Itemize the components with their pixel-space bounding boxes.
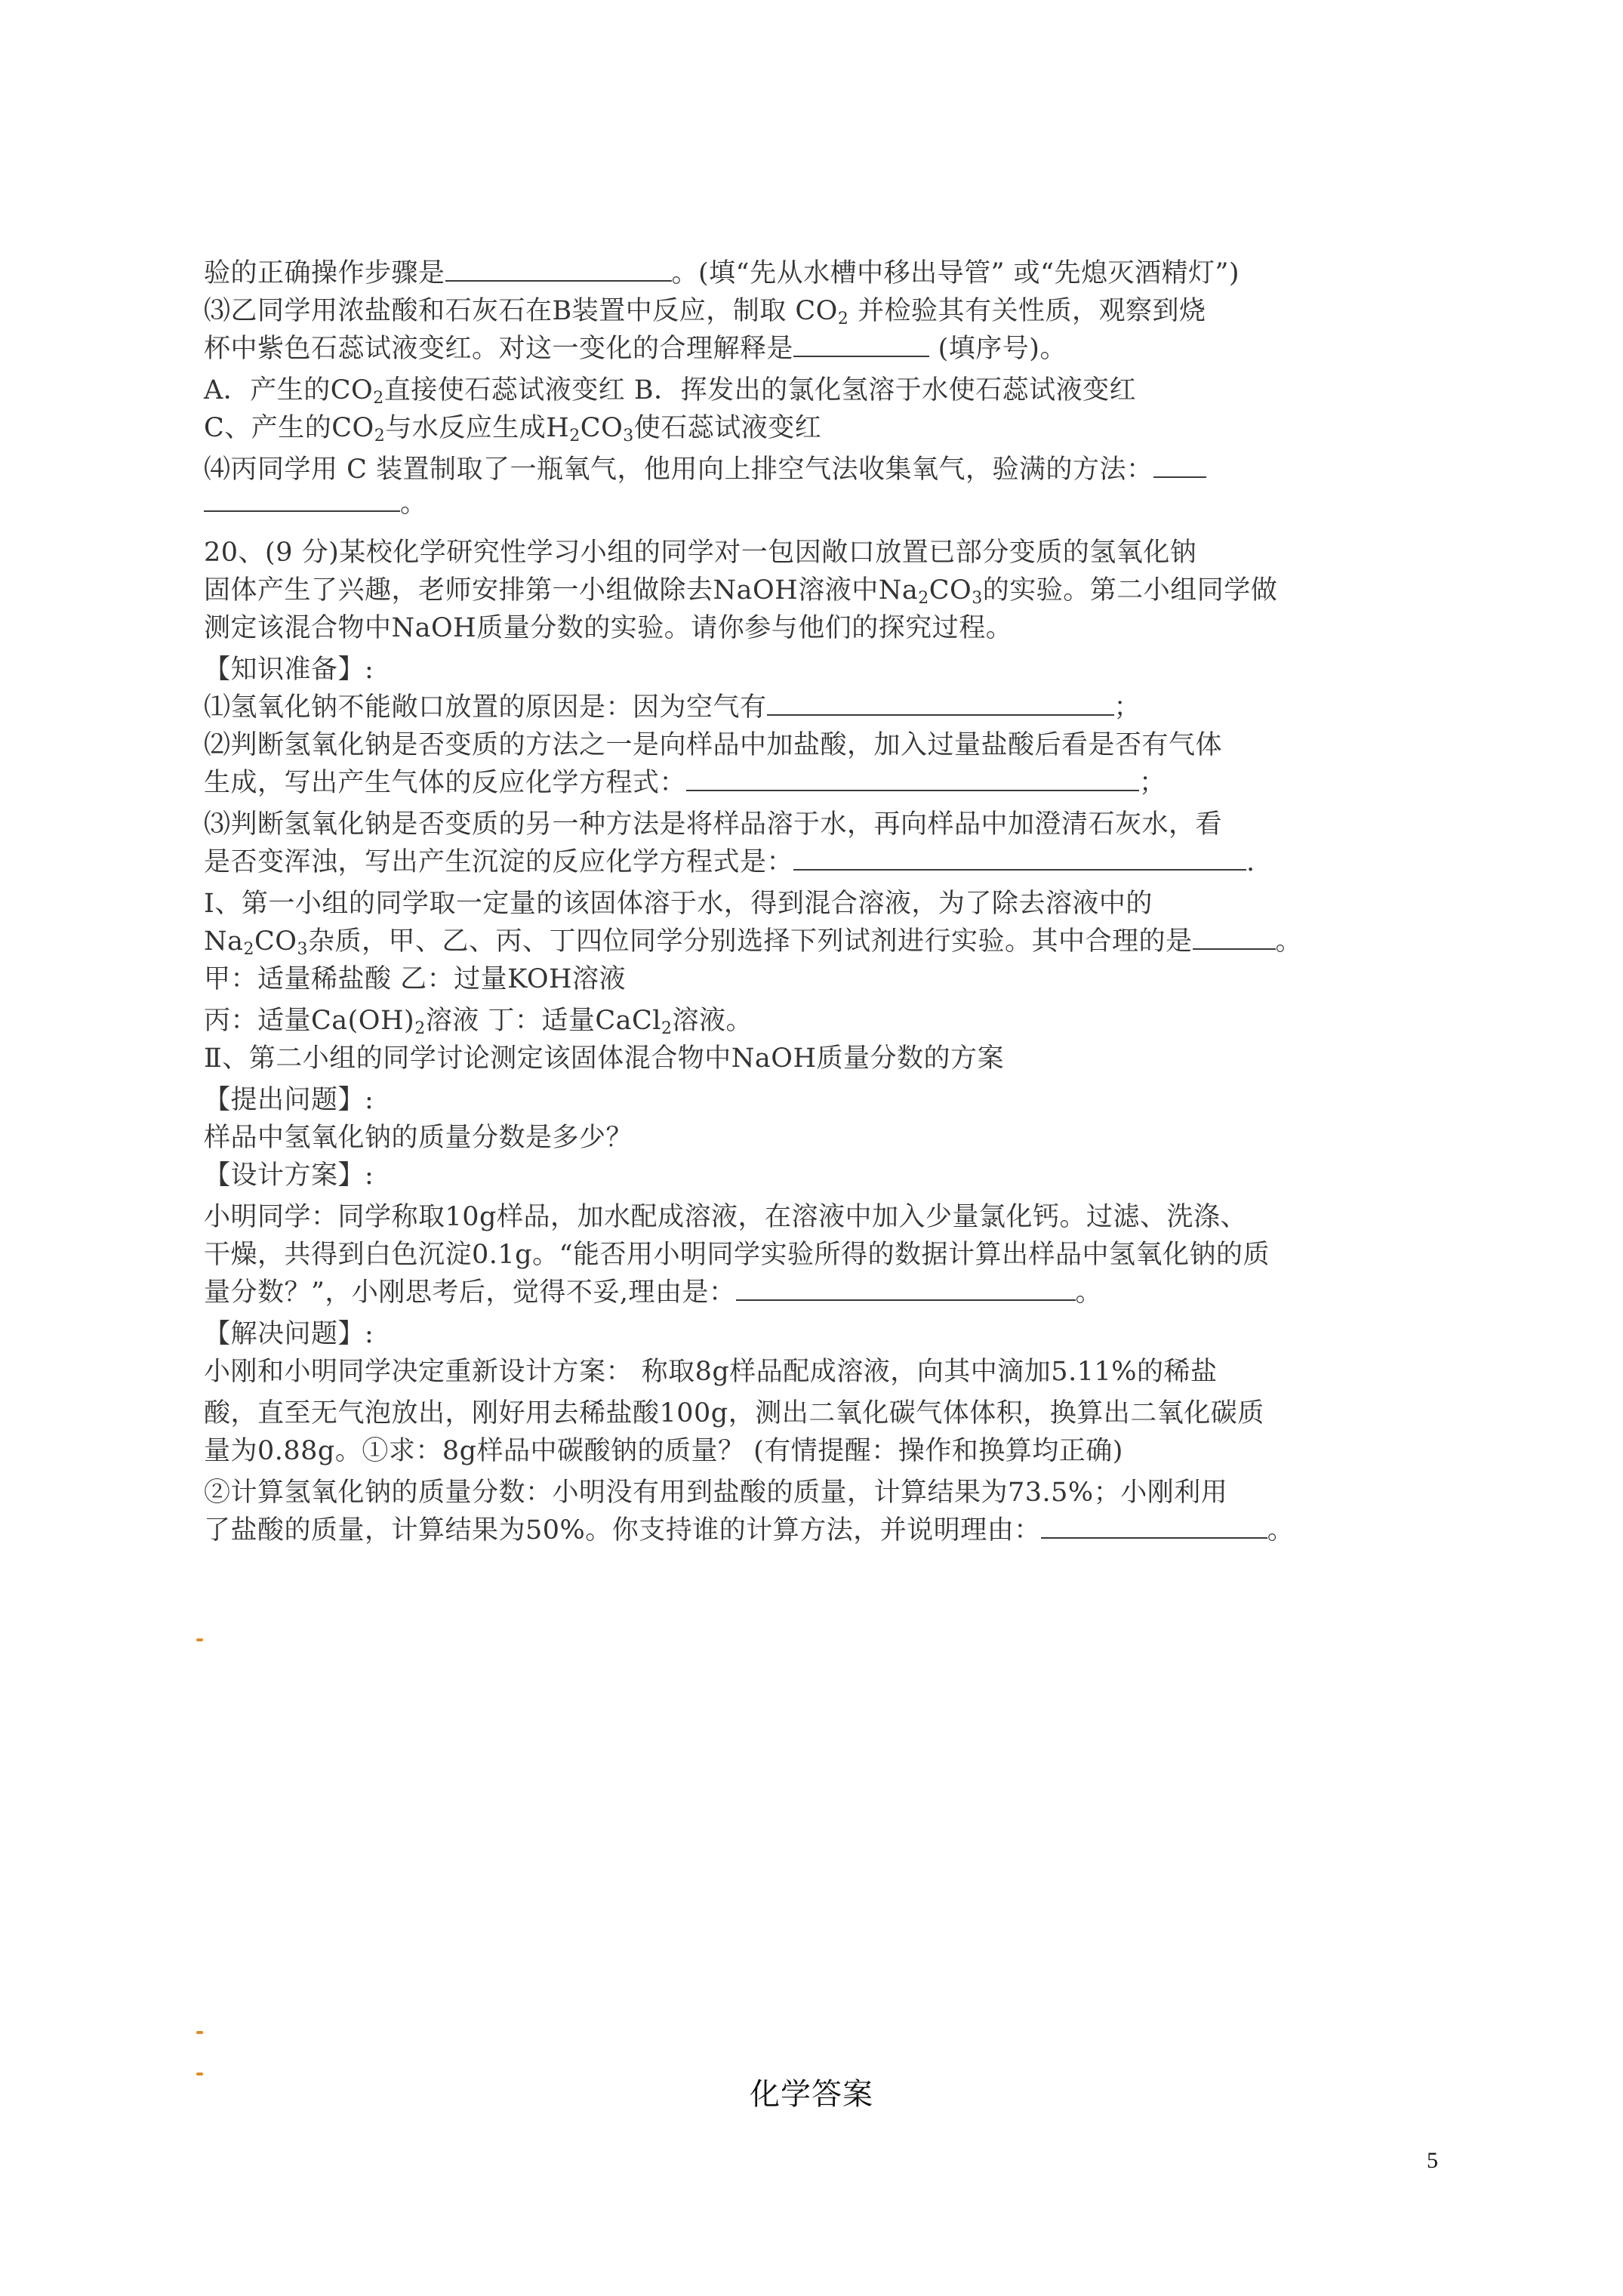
answer-blank[interactable] <box>445 257 672 282</box>
text-line <box>204 887 1153 920</box>
answer-blank[interactable] <box>793 846 1246 871</box>
text-line <box>204 1355 1218 1388</box>
answer-blank[interactable] <box>767 692 1114 716</box>
text-line <box>204 1004 753 1037</box>
line-text: CO <box>254 926 297 957</box>
text-line <box>204 1476 1227 1509</box>
text-line <box>204 332 1067 365</box>
text-line <box>204 653 374 686</box>
line-text: 酸，直至无气泡放出，刚好用去稀盐酸100g，测出二氧化碳气体体积，换算出二氧化碳质 <box>204 1398 1264 1428</box>
subscript: 3 <box>297 940 308 959</box>
line-text: 是否变浑浊，写出产生沉淀的反应化学方程式是： <box>204 847 794 877</box>
answer-blank[interactable] <box>1041 1515 1267 1539</box>
subscript: 3 <box>623 427 634 445</box>
text-line <box>204 963 626 996</box>
text-line <box>204 808 1222 841</box>
subscript: 2 <box>373 389 384 408</box>
text-line <box>204 925 1302 958</box>
text-line <box>204 1121 633 1154</box>
subscript: 3 <box>972 589 983 608</box>
line-text: 直接使石蕊试液变红 B．挥发出的氯化氢溶于水使石蕊试液变红 <box>383 375 1137 405</box>
answer-blank[interactable] <box>793 333 929 357</box>
text-line <box>204 766 1166 800</box>
answer-blank[interactable] <box>1153 454 1206 478</box>
line-text: 与水反应生成H <box>385 413 570 443</box>
text-line <box>204 1159 374 1192</box>
line-text: CO <box>929 575 972 606</box>
line-text: 量分数？”，小刚思考后，觉得不妥,理由是： <box>204 1277 736 1308</box>
line-text: 的实验。第二小组同学做 <box>982 575 1278 606</box>
line-text: 生成，写出产生气体的反应化学方程式： <box>204 768 687 798</box>
line-text: 。 <box>1267 1515 1295 1546</box>
page-number: 5 <box>1427 2148 1438 2173</box>
line-text: ⑷丙同学用 C 装置制取了一瓶氧气，他用向上排空气法收集氧气，验满的方法： <box>204 455 1153 485</box>
scan-speck <box>196 1638 203 1641</box>
line-text: ⑴氢氧化钠不能敞口放置的原因是：因为空气有 <box>204 692 767 723</box>
line-text: Ⅱ、第二小组的同学讨论测定该固体混合物中NaOH质量分数的方案 <box>204 1043 1004 1074</box>
subscript: 2 <box>918 589 929 608</box>
answer-blank[interactable] <box>1193 926 1276 950</box>
text-line <box>204 487 427 520</box>
line-text: 丙：适量Ca(OH) <box>204 1006 415 1036</box>
line-text: 样品中氢氧化钠的质量分数是多少？ <box>204 1123 633 1153</box>
line-text: 。 <box>1075 1277 1103 1308</box>
subscript: 2 <box>569 427 581 445</box>
text-line <box>204 1397 1264 1430</box>
text-line <box>204 691 1141 724</box>
line-text: ②计算氢氧化钠的质量分数：小明没有用到盐酸的质量，计算结果为73.5%；小刚利用 <box>204 1478 1228 1508</box>
text-line <box>204 1276 1102 1309</box>
line-text: 【解决问题】: <box>204 1319 374 1349</box>
line-text: ； <box>1113 692 1141 723</box>
line-text: C、产生的CO <box>204 413 374 443</box>
line-text: 。(填“先从水槽中移出导管” 或“先熄灭酒精灯”) <box>671 258 1240 288</box>
line-text: 20、(9 分)某校化学研究性学习小组的同学对一包因敞口放置已部分变质的氢氧化钠 <box>204 538 1197 568</box>
line-text: 量为0.88g。①求：8g样品中碳酸钠的质量？ (有情提醒：操作和换算均正确) <box>204 1436 1123 1466</box>
scan-speck <box>196 2031 203 2034</box>
line-text: 溶液。 <box>672 1006 753 1036</box>
text-line <box>204 1042 1004 1075</box>
answer-blank[interactable] <box>204 488 400 512</box>
subscript: 2 <box>243 940 254 959</box>
text-line <box>204 536 1196 569</box>
line-text: Ⅰ、第一小组的同学取一定量的该固体溶于水，得到混合溶液，为了除去溶液中的 <box>204 889 1153 919</box>
text-line <box>204 1318 374 1351</box>
text-line <box>204 729 1222 762</box>
text-line <box>204 1435 1123 1468</box>
text-line <box>204 411 821 445</box>
subscript: 2 <box>414 1019 426 1038</box>
line-text: (填序号)。 <box>929 334 1067 364</box>
text-line <box>204 846 1255 879</box>
line-text: ⑶乙同学用浓盐酸和石灰石在B装置中反应，制取 CO <box>204 296 838 326</box>
line-text: 了盐酸的质量，计算结果为50%。你支持谁的计算方法，并说明理由： <box>204 1515 1041 1546</box>
line-text: 固体产生了兴趣，老师安排第一小组做除去NaOH溶液中Na <box>204 575 919 606</box>
line-text: ⑶判断氢氧化钠是否变质的另一种方法是将样品溶于水，再向样品中加澄清石灰水，看 <box>204 809 1223 840</box>
line-text: ； <box>1139 768 1166 798</box>
line-text: 测定该混合物中NaOH质量分数的实验。请你参与他们的探究过程。 <box>204 613 1013 643</box>
line-text: 溶液 丁：适量CaCl <box>425 1006 661 1036</box>
line-text: 【知识准备】: <box>204 655 374 685</box>
line-text: Na <box>204 926 244 957</box>
line-text: 干燥，共得到白色沉淀0.1g。“能否用小明同学实验所得的数据计算出样品中氢氧化钠的质 <box>204 1240 1270 1270</box>
line-text: 杂质，甲、乙、丙、丁四位同学分别选择下列试剂进行实验。其中合理的是 <box>307 926 1193 957</box>
line-text: 并检验其有关性质，观察到烧 <box>848 296 1206 326</box>
line-text: 。 <box>400 488 427 519</box>
line-text: 小刚和小明同学决定重新设计方案： 称取8g样品配成溶液，向其中滴加5.11%的稀盐 <box>204 1357 1218 1387</box>
answer-blank[interactable] <box>686 767 1139 791</box>
text-line <box>204 1238 1270 1271</box>
answer-section-title: 化学答案 <box>750 2077 873 2112</box>
text-line <box>204 453 1206 486</box>
line-text: 甲：适量稀盐酸 乙：过量KOH溶液 <box>204 964 627 994</box>
line-text: . <box>1246 847 1255 877</box>
text-line <box>204 1200 1247 1234</box>
text-line <box>204 294 1206 328</box>
text-line <box>204 574 1277 607</box>
line-text: 杯中紫色石蕊试液变红。对这一变化的合理解释是 <box>204 334 794 364</box>
subscript: 2 <box>374 427 386 445</box>
text-line <box>204 374 1136 407</box>
line-text: CO <box>580 413 624 443</box>
text-line <box>204 1083 374 1117</box>
subscript: 2 <box>661 1019 673 1038</box>
text-line <box>204 612 1012 645</box>
line-text: 小明同学：同学称取10g样品，加水配成溶液，在溶液中加入少量氯化钙。过滤、洗涤、 <box>204 1202 1247 1232</box>
line-text: 验的正确操作步骤是 <box>204 258 445 288</box>
text-line <box>204 257 1240 290</box>
answer-blank[interactable] <box>736 1277 1076 1301</box>
line-text: 。 <box>1275 926 1303 957</box>
line-text: ⑵判断氢氧化钠是否变质的方法之一是向样品中加盐酸，加入过量盐酸后看是否有气体 <box>204 730 1223 760</box>
subscript: 2 <box>837 310 849 328</box>
line-text: 【提出问题】: <box>204 1085 374 1115</box>
line-text: 【设计方案】: <box>204 1160 374 1191</box>
line-text: 使石蕊试液变红 <box>633 413 822 443</box>
line-text: A．产生的CO <box>204 375 374 405</box>
text-line <box>204 1514 1294 1547</box>
